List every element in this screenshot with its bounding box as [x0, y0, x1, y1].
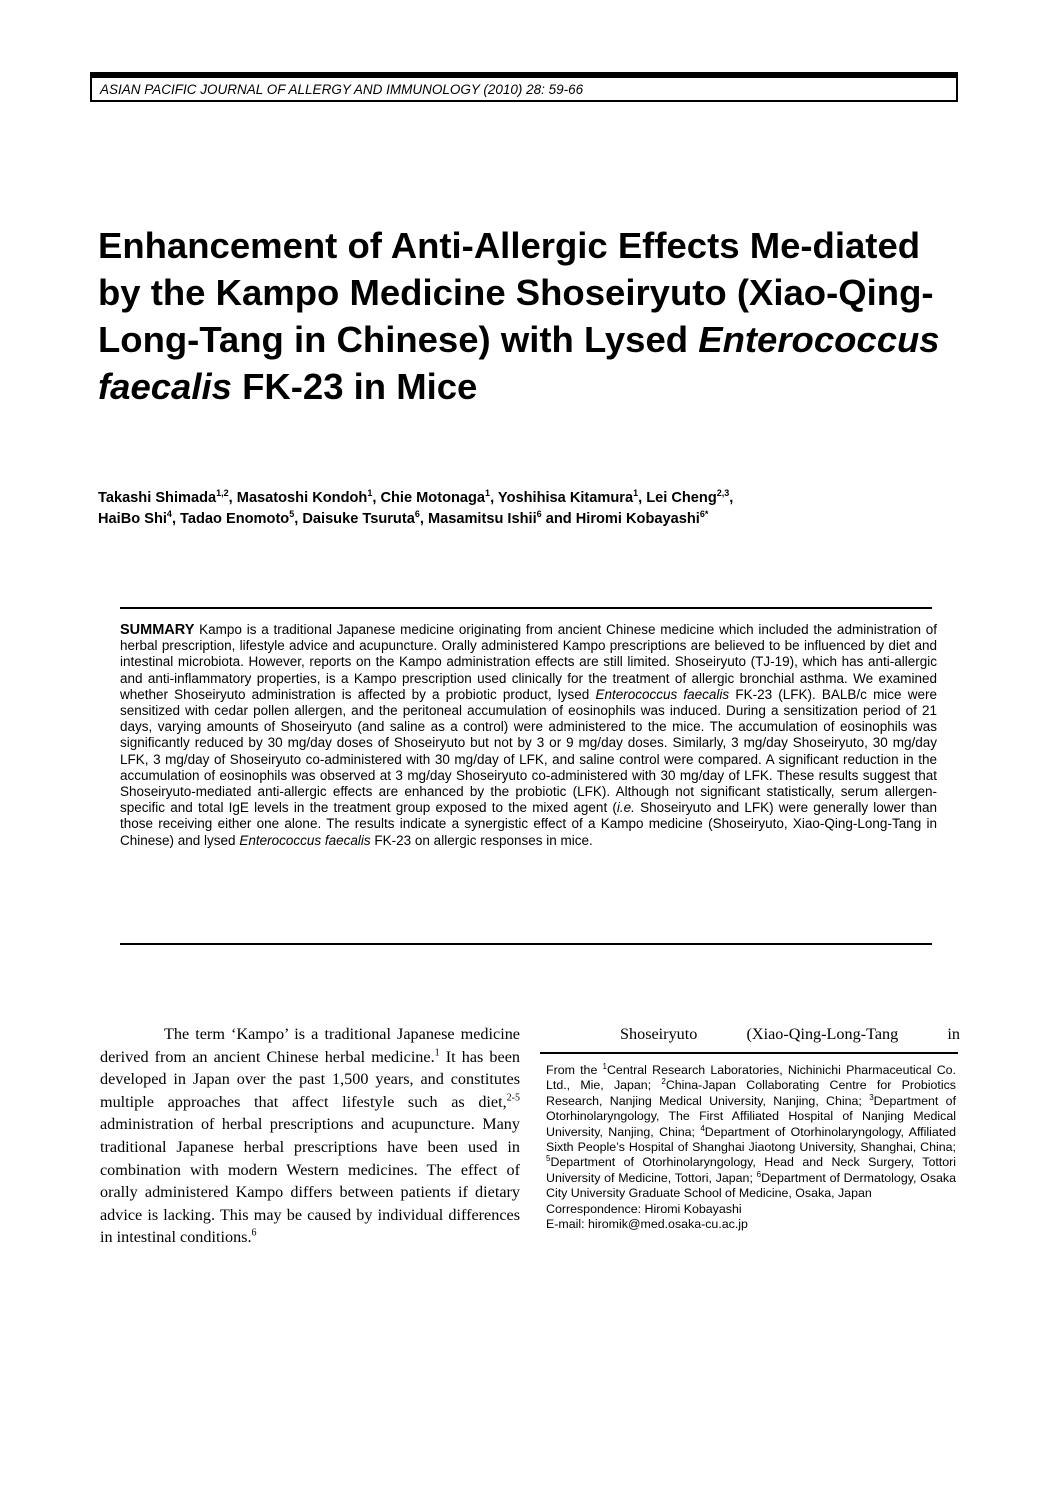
author-affiliation: 5	[289, 509, 295, 520]
correspondence: Correspondence: Hiromi Kobayashi	[546, 1201, 742, 1216]
aff-text: From the	[546, 1063, 603, 1077]
author-affiliation: 1	[633, 488, 639, 499]
aff-sup: 3	[869, 1092, 874, 1102]
author-affiliation: 1	[367, 488, 373, 499]
author-name: Tadao Enomoto	[180, 511, 290, 527]
title-part1: Enhancement of Anti-Allergic Effects Me-diated by the Kampo Medicine Shoseiryuto (Xiao-Qing-Long-Tang in Chinese) with Lysed	[98, 225, 934, 360]
aff-sup: 1	[602, 1061, 607, 1071]
summary-abstract	[120, 622, 937, 849]
author-affiliation: 2,3	[716, 488, 730, 499]
summary-text: FK-23 (LFK). BALB/c mice were sensitized with cedar pollen allergen, and the peritoneal accumulation of eosinophils was induced. During a sensitization period of 21 days, varying amounts of Shoseiryuto (and saline as a control) were administered to the mice. The accumulation of eosinophils was significantly reduced by 30 mg/day doses of Shoseiryuto but not by 3 or 9 mg/day doses. Similarly, 3 mg/day Shoseiryuto, 30 mg/day LFK, 3 mg/day of Shoseiryuto co-administered with 30 mg/day of LFK, and saline control were compared. A significant reduction in the accumulation of eosinophils was observed at 3 mg/day Shoseiryuto co-administered with 30 mg/day of LFK. These results suggest that Shoseiryuto-mediated anti-allergic effects are enhanced by the probiotic (LFK). Although not significant statistically, serum allergen-specific and total IgE levels in the treatment group exposed to the mixed agent (	[120, 686, 937, 816]
citation: 1	[434, 1047, 440, 1059]
title-part2: FK-23 in Mice	[231, 366, 478, 407]
summary-text: Kampo is a traditional Japanese medicine originating from ancient Chinese medicine which included the administration of herbal prescription, lifestyle advice and acupuncture. Orally administered Kampo prescriptions are believed to be influenced by diet and intestinal microbiota. However, reports on the Kampo administration effects are still limited. Shoseiryuto (TJ-19), which has anti-allergic and anti-inflammatory properties, is a Kampo prescription used clinically for the treatment of allergic bronchial asthma. We examined whether Shoseiryuto administration is affected by a probiotic product, lysed	[120, 622, 937, 702]
summary-bottom-rule	[120, 943, 932, 945]
author-name: Masatoshi Kondoh	[236, 490, 368, 506]
summary-italic: Enterococcus faecalis	[239, 832, 371, 848]
summary-top-rule	[120, 607, 932, 609]
author-affiliation: 6*	[699, 509, 709, 520]
body-paragraph-right: Shoseiryuto (Xiao-Qing-Long-Tang in	[620, 1025, 960, 1043]
author-name: Yoshihisa Kitamura	[497, 490, 634, 506]
summary-italic: Enterococcus faecalis	[595, 686, 730, 702]
author-name: Daisuke Tsuruta	[302, 511, 415, 527]
aff-sup: 6	[756, 1169, 762, 1179]
authors-and: and	[545, 511, 572, 527]
aff-text: Department of Otorhinolaryngology, Affiliated Sixth People’s Hospital of Shanghai Jiaotong University, Shanghai, China;	[546, 1124, 956, 1155]
author-name: Takashi Shimada	[98, 490, 217, 506]
author-affiliation: 6	[536, 509, 542, 520]
title-italic: Enterococcus faecalis	[98, 319, 940, 407]
body-paragraph-left	[100, 1023, 520, 1249]
citation: 2-5	[506, 1092, 520, 1104]
body-text: administration of herbal prescriptions and acupuncture. Many traditional Japanese herbal prescriptions have been used in combination with modern Western medicines. The effect of orally administered Kampo differs between patients if dietary advice is lacking. This may be caused by individual differences in intestinal conditions.	[100, 1115, 520, 1247]
author-name: Chie Motonaga	[380, 490, 486, 506]
author-affiliation: 1,2	[216, 488, 229, 499]
article-title	[98, 222, 958, 410]
affiliations-block	[546, 1063, 956, 1232]
affiliations-text	[546, 1063, 956, 1202]
aff-sup: 2	[661, 1077, 666, 1087]
author-affiliation: 4	[166, 509, 172, 520]
author-name: HaiBo Shi	[98, 511, 167, 527]
aff-sup: 5	[546, 1154, 551, 1164]
body-text: The term ‘Kampo’ is a traditional Japanese medicine derived from an ancient Chinese herbal medicine.	[100, 1025, 520, 1066]
affiliations-rule	[540, 1052, 958, 1054]
summary-italic: i.e.	[616, 800, 635, 816]
author-name: Masamitsu Ishii	[427, 511, 537, 527]
aff-text: Department of Dermatology, Osaka City University Graduate School of Medicine, Osaka, Japan	[546, 1170, 956, 1201]
aff-text: Department of Otorhinolaryngology, Head and Neck Surgery, Tottori University of Medicine, Tottori, Japan;	[546, 1155, 956, 1185]
author-name: Lei Cheng	[646, 490, 717, 506]
email-address[interactable]: E-mail: hiromik@med.osaka-cu.ac.jp	[546, 1217, 748, 1232]
author-name: Hiromi Kobayashi	[575, 511, 700, 527]
author-list: Takashi Shimada$^{1,2}$, Masatoshi Kondoh$^1$, Chie Motonaga$^1$, Yoshihisa Kitamura$^1$, Lei Cheng$^{2,3}$, HaiBo Shi$^4$, Tadao Enomoto$^5$, Daisuke Tsuruta$^6$, Masamitsu Ishii$^6$ and Hiromi Kobayashi$^{6*}$	[98, 488, 734, 527]
aff-text: Central Research Laboratories, Nichinichi Pharmaceutical Co. Ltd., Mie, Japan;	[546, 1063, 956, 1093]
journal-header: ASIAN PACIFIC JOURNAL OF ALLERGY AND IMMUNOLOGY (2010) 28: 59-66	[90, 72, 958, 102]
summary-text: Shoseiryuto and LFK) were generally lower than those receiving either one alone. The results indicate a synergistic effect of a Kampo medicine (Shoseiryuto, Xiao-Qing-Long-Tang in Chinese) and lysed	[120, 800, 938, 848]
author-affiliation: 1	[485, 488, 491, 499]
summary-text: FK-23 on allergic responses in mice.	[370, 832, 593, 848]
citation: 6	[251, 1227, 257, 1239]
body-text: It has been developed in Japan over the past 1,500 years, and constitutes multiple approaches that affect lifestyle such as diet,	[100, 1047, 520, 1111]
author-affiliation: 6	[414, 509, 420, 520]
summary-label: SUMMARY	[120, 622, 195, 638]
aff-text: Department of Otorhinolaryngology, The First Affiliated Hospital of Nanjing Medical University, Nanjing, China;	[546, 1093, 957, 1139]
aff-text: China-Japan Collaborating Centre for Probiotics Research, Nanjing Medical University, Nanjing, China;	[546, 1078, 956, 1108]
aff-sup: 4	[700, 1123, 705, 1133]
